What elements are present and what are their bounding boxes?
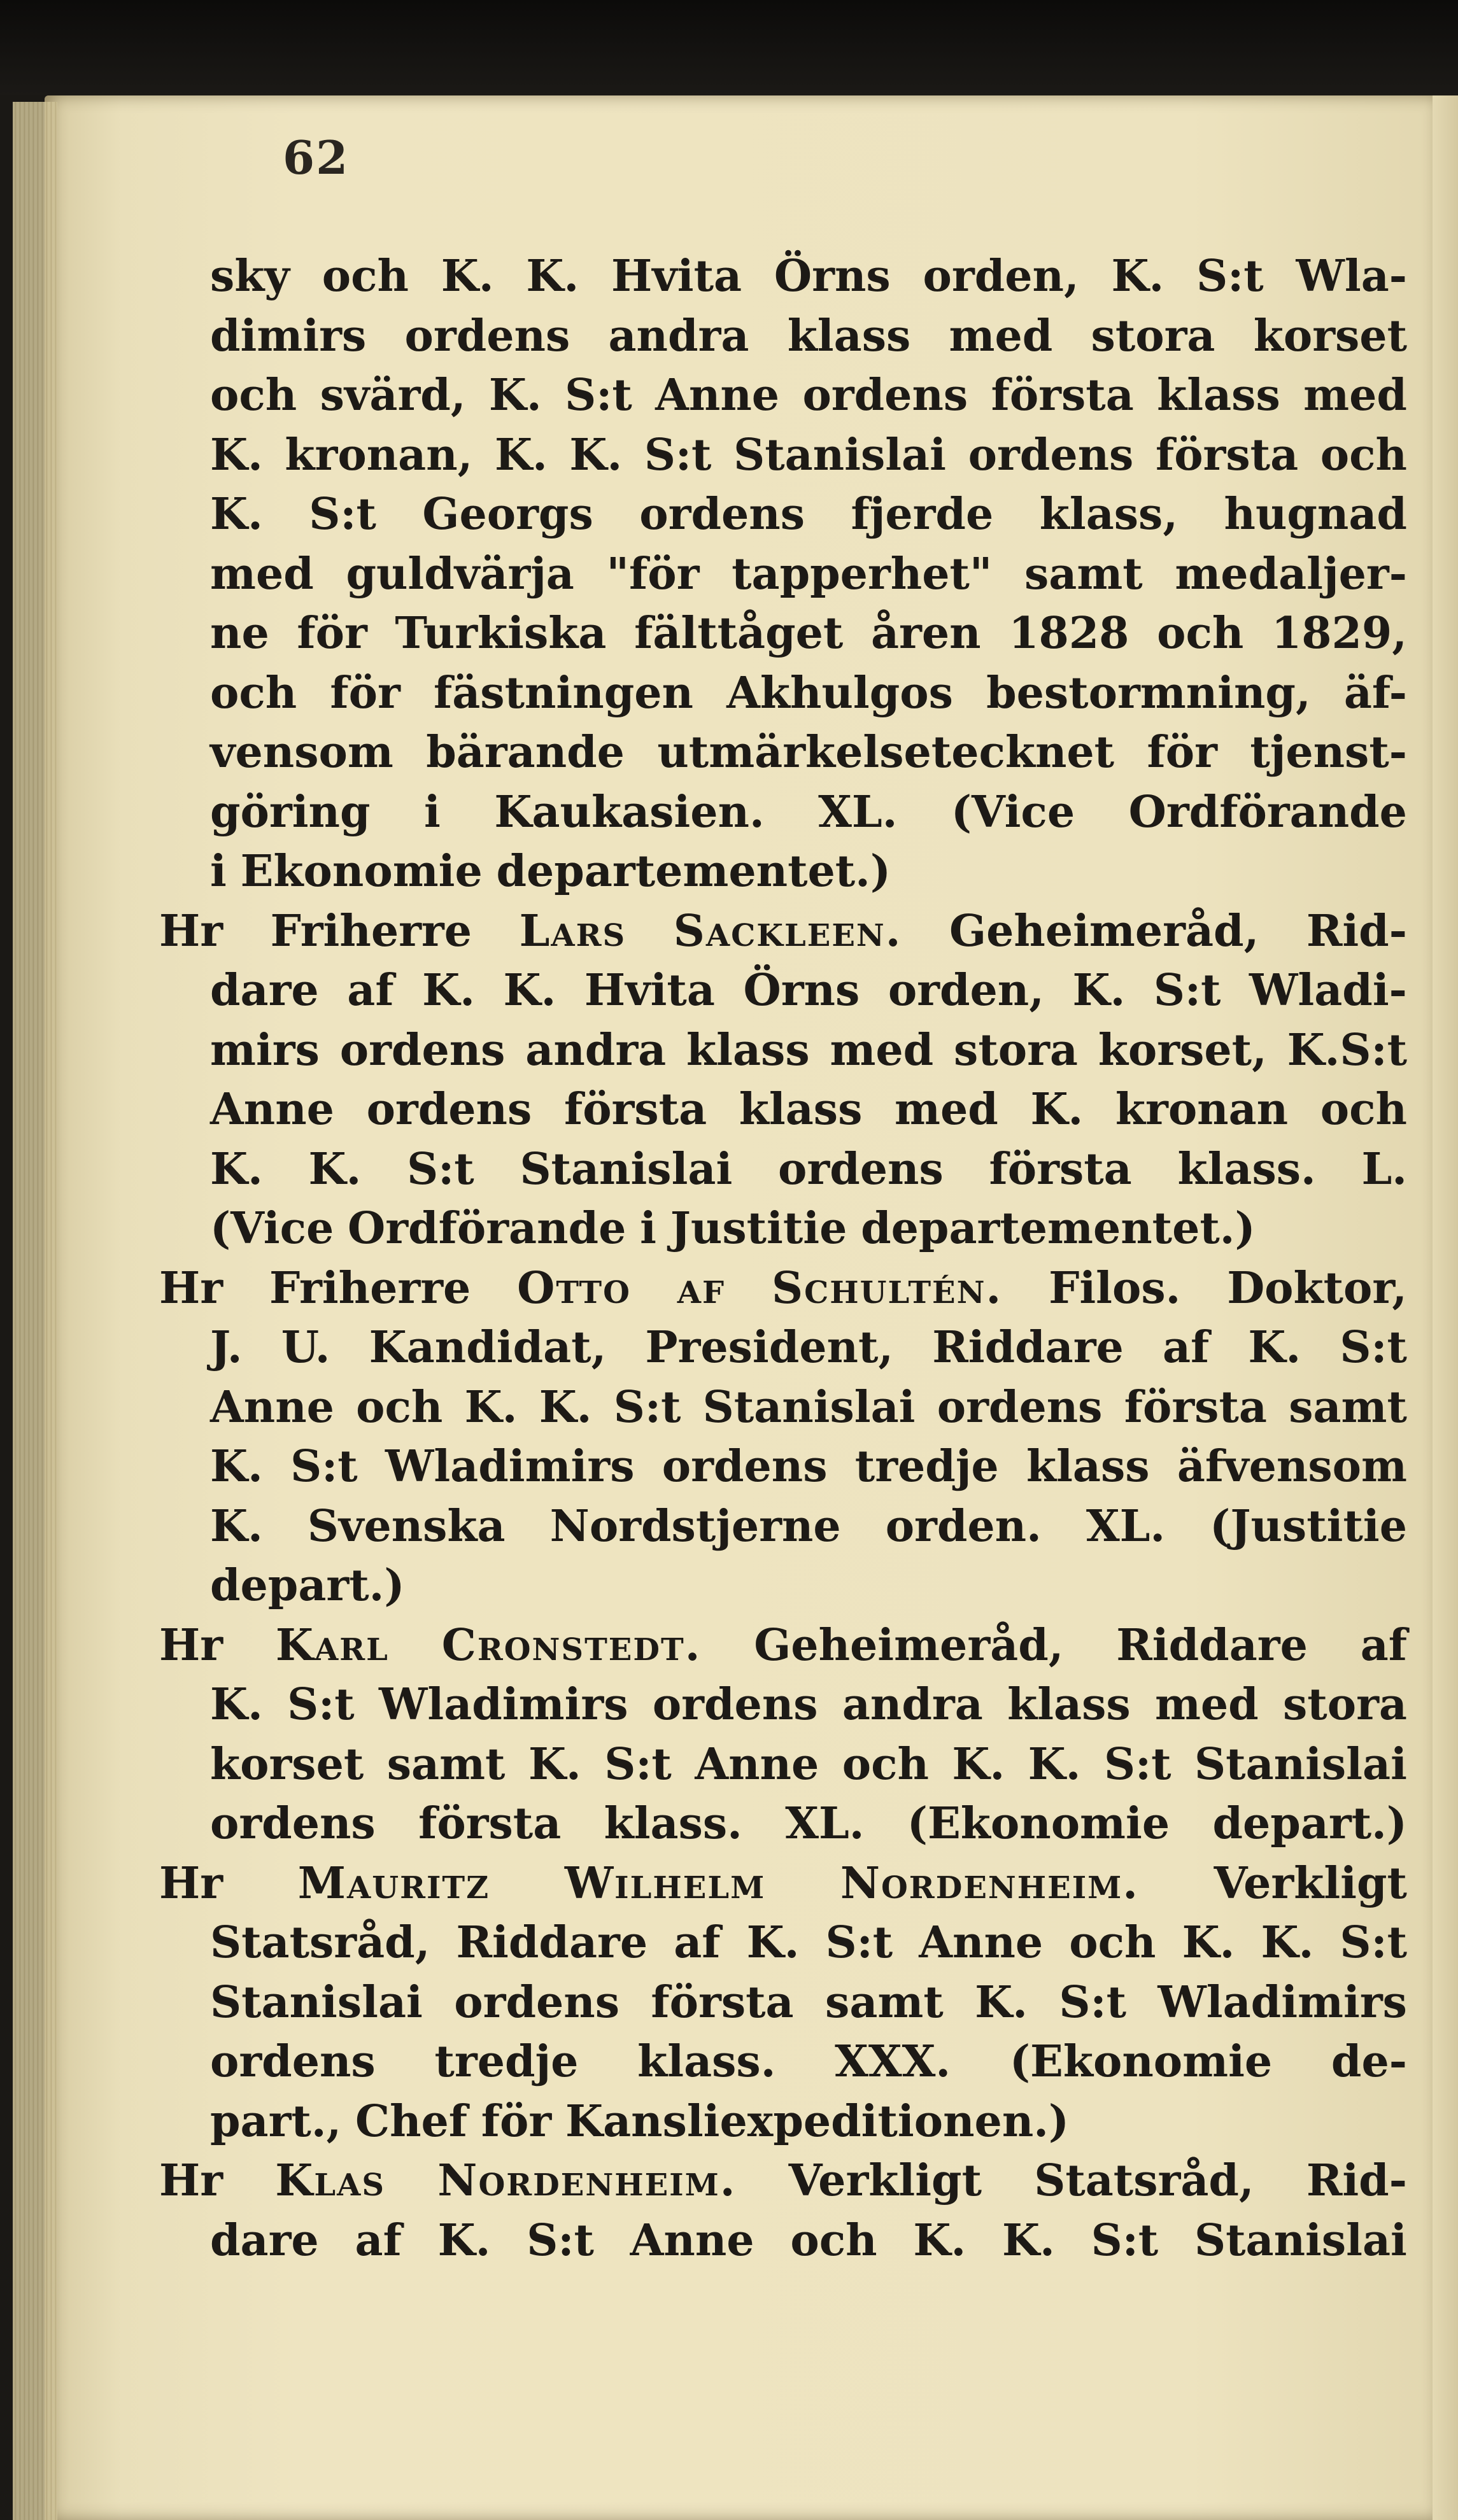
word: af — [1360, 1619, 1407, 1671]
word: S:t — [565, 370, 632, 421]
word: korset, — [1098, 1024, 1267, 1076]
word: Stanislai — [210, 1976, 423, 2028]
text-line — [210, 723, 1407, 783]
word: "för — [606, 548, 700, 600]
word: svärd, — [320, 370, 466, 421]
word: Riddare — [932, 1322, 1124, 1373]
page-number: 62 — [283, 130, 350, 185]
text-line — [210, 604, 1407, 664]
word: fälttåget — [634, 608, 844, 659]
word: i — [424, 786, 441, 838]
word: Filos. — [1049, 1262, 1181, 1314]
word: departementet.) — [861, 1203, 1256, 1254]
word: samt — [1024, 548, 1143, 600]
word: af — [674, 1917, 721, 1968]
word: fästningen — [433, 667, 693, 719]
word: S:t — [1340, 1917, 1407, 1968]
word: Hr — [159, 1857, 223, 1909]
text-line — [210, 2211, 1407, 2271]
word: och — [322, 251, 409, 302]
word: S:t — [309, 489, 376, 540]
word: Wladimirs — [379, 1679, 628, 1730]
word: S:t — [1196, 251, 1264, 302]
text-line — [210, 2092, 1407, 2152]
word: ordens — [366, 1084, 532, 1135]
word: Georgs — [422, 489, 593, 540]
word: andra — [525, 1024, 667, 1076]
word: K.S:t — [1287, 1024, 1407, 1076]
word: Hr — [159, 1619, 223, 1671]
word: part., — [210, 2095, 342, 2147]
word: ordens — [404, 310, 570, 362]
word: K. — [1248, 1322, 1301, 1373]
word: kronan, — [285, 429, 473, 481]
word: Wladimirs — [385, 1441, 635, 1492]
word: S:t — [290, 1441, 358, 1492]
word: K. — [210, 1500, 263, 1552]
word: K. — [422, 965, 475, 1016]
word: Statsråd, — [1034, 2155, 1254, 2206]
word: Ordförande — [348, 1203, 626, 1254]
entry-line — [159, 1854, 1407, 1914]
word: Hr — [159, 1262, 223, 1314]
text-line — [210, 1021, 1407, 1081]
word: orden, — [888, 965, 1044, 1016]
word: af — [347, 965, 394, 1016]
word: K. — [975, 1976, 1028, 2028]
entry-line — [159, 1616, 1407, 1676]
word: ordens — [210, 2036, 376, 2087]
word: Hr — [159, 2155, 223, 2206]
word: klass — [739, 1084, 863, 1135]
word: XL. — [785, 1798, 865, 1849]
word: K. — [913, 2214, 966, 2266]
word: Wla- — [1296, 251, 1407, 302]
word: guldvärja — [346, 548, 574, 600]
word: K. — [210, 489, 263, 540]
word: ordens — [778, 1143, 944, 1195]
word: klass. — [637, 2036, 776, 2087]
word: K. — [746, 1917, 800, 1968]
word: och — [1320, 1084, 1407, 1135]
word: samt — [1289, 1381, 1407, 1433]
word: Stanislai — [520, 1143, 733, 1195]
word: Stanislai — [702, 1381, 916, 1433]
text-line — [210, 783, 1407, 843]
word: första — [991, 370, 1134, 421]
word: i — [210, 846, 227, 897]
text-line — [210, 1556, 1407, 1616]
text-line — [210, 1199, 1407, 1259]
word: korset — [210, 1738, 364, 1790]
word: Anne — [919, 1917, 1044, 1968]
word: för — [481, 2095, 552, 2147]
text-line — [210, 842, 1407, 902]
word: och — [1320, 429, 1407, 481]
word: och — [842, 1738, 929, 1790]
text-line — [210, 1140, 1407, 1200]
word: President, — [645, 1322, 894, 1373]
text-line — [210, 1913, 1407, 1973]
word: Geheimeråd, — [754, 1619, 1064, 1671]
word: XL. — [1086, 1500, 1166, 1552]
word: Anne — [695, 1738, 819, 1790]
word: S:t — [527, 2214, 594, 2266]
word: Akhulgos — [726, 667, 953, 719]
word: S:t — [604, 1738, 672, 1790]
word: ordens — [968, 429, 1134, 481]
word: Schultén. — [771, 1262, 1003, 1314]
word: dimirs — [210, 310, 367, 362]
word: Hvita — [611, 251, 742, 302]
word: Otto — [517, 1262, 631, 1314]
text-line — [210, 1497, 1407, 1557]
word: Stanislai — [1194, 1738, 1407, 1790]
word: mirs — [210, 1024, 320, 1076]
word: Kandidat, — [369, 1322, 607, 1373]
word: K. — [503, 965, 556, 1016]
text-line — [210, 1735, 1407, 1795]
word: stora — [1283, 1679, 1407, 1730]
word: Nordenheim. — [437, 2155, 737, 2206]
word: första — [563, 1084, 707, 1135]
word: Svenska — [307, 1500, 506, 1552]
text-line — [210, 1080, 1407, 1140]
entry-line — [159, 2151, 1407, 2211]
word: K. — [1030, 1084, 1084, 1135]
word: Cronstedt. — [441, 1619, 702, 1671]
text-line — [210, 2032, 1407, 2092]
word: samt — [386, 1738, 506, 1790]
word: Hr — [159, 905, 223, 957]
word: K. — [437, 2214, 491, 2266]
word: Kansliexpeditionen.) — [565, 2095, 1070, 2147]
word: depart.) — [210, 1560, 405, 1611]
word: 1828 — [1009, 608, 1129, 659]
word: Justitie — [670, 1203, 847, 1254]
word: tredje — [854, 1441, 999, 1492]
word: klass — [787, 310, 911, 362]
word: Anne — [655, 370, 780, 421]
text-line — [210, 307, 1407, 367]
word: och — [1157, 608, 1244, 659]
word: K. — [1111, 251, 1164, 302]
text-line — [210, 1794, 1407, 1854]
word: och — [356, 1381, 443, 1433]
word: kronan — [1115, 1084, 1289, 1135]
word: sky — [210, 251, 290, 302]
word: stora — [1091, 310, 1215, 362]
word: med — [1154, 1679, 1259, 1730]
word: K. — [494, 429, 548, 481]
word: (Ekonomie — [907, 1798, 1170, 1849]
word: K. — [464, 1381, 518, 1433]
word: K. — [526, 251, 579, 302]
word: Wladi- — [1249, 965, 1407, 1016]
word: J. — [210, 1322, 243, 1373]
word: första — [651, 1976, 794, 2028]
text-line — [210, 426, 1407, 486]
word: första — [418, 1798, 562, 1849]
word: och — [210, 370, 297, 421]
word: göring — [210, 786, 371, 838]
word: Nordenheim. — [840, 1857, 1139, 1909]
word: K. — [210, 1441, 263, 1492]
word: Friherre — [269, 1262, 471, 1314]
word: bärande — [426, 727, 625, 778]
word: dare — [210, 2214, 319, 2266]
word: Statsråd, — [210, 1917, 430, 1968]
word: och — [790, 2214, 877, 2266]
word: vensom — [210, 727, 393, 778]
word: S:t — [644, 429, 712, 481]
text-line — [210, 1973, 1407, 2033]
word: K. — [210, 1679, 263, 1730]
word: i — [640, 1203, 656, 1254]
word: ordens — [802, 370, 968, 421]
word: Nordstjerne — [549, 1500, 841, 1552]
word: U. — [281, 1322, 330, 1373]
word: bestormning, — [986, 667, 1311, 719]
word: Wilhelm — [564, 1857, 766, 1909]
word: utmärkelsetecknet — [657, 727, 1115, 778]
word: departementet.) — [496, 846, 891, 897]
word: dare — [210, 965, 319, 1016]
word: XXX. — [835, 2036, 951, 2087]
word: Turkiska — [395, 608, 607, 659]
word: Klas — [275, 2155, 386, 2206]
word: K. — [1002, 2214, 1055, 2266]
word: K. — [1182, 1917, 1235, 1968]
word: Anne — [210, 1381, 334, 1433]
word: S:t — [613, 1381, 681, 1433]
word: ordens — [662, 1441, 828, 1492]
word: första — [1155, 429, 1299, 481]
word: för — [330, 667, 400, 719]
entry-line — [159, 1259, 1407, 1319]
word: Verkligt — [1214, 1857, 1407, 1909]
text-line — [210, 485, 1407, 545]
word: (Ekonomie — [1009, 2036, 1273, 2087]
word: äf- — [1343, 667, 1407, 719]
word: K. — [528, 1738, 581, 1790]
word: de- — [1331, 2036, 1407, 2087]
word: för — [297, 608, 367, 659]
word: ordens — [639, 489, 805, 540]
word: 1829, — [1271, 608, 1407, 659]
text-line — [210, 1378, 1407, 1438]
word: K. — [308, 1143, 362, 1195]
word: (Vice — [951, 786, 1075, 838]
text-line — [210, 961, 1407, 1021]
word: ordens — [339, 1024, 506, 1076]
word: för — [1147, 727, 1217, 778]
word: (Justitie — [1210, 1500, 1407, 1552]
word: S:t — [1340, 1322, 1407, 1373]
word: tapperhet" — [732, 548, 993, 600]
word: äfvensom — [1177, 1441, 1407, 1492]
word: Doktor, — [1227, 1262, 1407, 1314]
word: klass — [1157, 370, 1280, 421]
text-line — [210, 247, 1407, 307]
word: af — [677, 1262, 726, 1314]
text-line — [210, 545, 1407, 605]
word: Rid- — [1306, 905, 1407, 957]
word: Sackleen. — [673, 905, 902, 957]
word: K. — [952, 1738, 1005, 1790]
scan-background-top — [0, 0, 1458, 95]
entry-line — [159, 902, 1407, 962]
word: depart.) — [1212, 1798, 1407, 1849]
word: S:t — [407, 1143, 474, 1195]
text-line — [210, 1318, 1407, 1378]
page-right-edge — [1433, 95, 1458, 2520]
body-text — [159, 247, 1407, 2270]
word: L. — [1361, 1143, 1407, 1195]
word: S:t — [287, 1679, 355, 1730]
word: S:t — [1091, 2214, 1159, 2266]
word: K. — [1261, 1917, 1314, 1968]
word: ordens — [652, 1679, 818, 1730]
word: Verkligt — [788, 2155, 982, 2206]
word: Geheimeråd, — [949, 905, 1259, 957]
word: Örns — [774, 251, 891, 302]
word: klass, — [1039, 489, 1178, 540]
word: Ordförande — [1128, 786, 1407, 838]
word: hugnad — [1224, 489, 1407, 540]
word: ordens — [454, 1976, 619, 2028]
word: ordens — [210, 1798, 376, 1849]
word: med — [949, 310, 1053, 362]
word: tredje — [434, 2036, 579, 2087]
word: Karl — [275, 1619, 389, 1671]
word: första — [1124, 1381, 1267, 1433]
word: ordens — [937, 1381, 1103, 1433]
text-line — [210, 664, 1407, 724]
word: K. — [441, 251, 494, 302]
word: första — [989, 1143, 1132, 1195]
word: klass — [686, 1024, 810, 1076]
word: orden. — [885, 1500, 1042, 1552]
word: af — [355, 2214, 402, 2266]
word: tjenst- — [1250, 727, 1407, 778]
word: med — [830, 1024, 934, 1076]
word: Kaukasien. — [494, 786, 765, 838]
word: klass — [1026, 1441, 1150, 1492]
word: S:t — [825, 1917, 893, 1968]
word: med — [895, 1084, 998, 1135]
word: korset — [1253, 310, 1407, 362]
word: K. — [488, 370, 542, 421]
text-line — [210, 366, 1407, 426]
page-edges — [13, 102, 57, 2520]
word: Ekonomie — [240, 846, 483, 897]
word: stora — [954, 1024, 1078, 1076]
word: S:t — [1059, 1976, 1126, 2028]
word: medaljer- — [1175, 548, 1407, 600]
word: XL. — [818, 786, 898, 838]
word: och — [210, 667, 297, 719]
word: K. — [1072, 965, 1126, 1016]
word: Wladimirs — [1157, 1976, 1407, 2028]
word: Mauritz — [297, 1857, 490, 1909]
word: Anne — [210, 1084, 334, 1135]
word: (Vice — [210, 1203, 334, 1254]
word: Stanislai — [733, 429, 946, 481]
word: Anne — [630, 2214, 754, 2266]
word: Chef — [355, 2095, 468, 2147]
word: K. — [210, 429, 263, 481]
word: S:t — [1153, 965, 1221, 1016]
word: S:t — [1103, 1738, 1171, 1790]
word: andra — [842, 1679, 983, 1730]
word: Lars — [519, 905, 626, 957]
word: fjerde — [851, 489, 994, 540]
word: andra — [608, 310, 749, 362]
word: klass. — [604, 1798, 742, 1849]
word: Friherre — [270, 905, 472, 957]
word: orden, — [923, 251, 1079, 302]
word: Riddare — [456, 1917, 648, 1968]
word: K. — [539, 1381, 592, 1433]
word: klass — [1007, 1679, 1131, 1730]
word: Stanislai — [1194, 2214, 1407, 2266]
word: och — [1069, 1917, 1156, 1968]
word: K. — [1028, 1738, 1081, 1790]
word: åren — [870, 608, 981, 659]
text-line — [210, 1437, 1407, 1497]
word: med — [1303, 370, 1407, 421]
word: Örns — [743, 965, 860, 1016]
word: Hvita — [584, 965, 715, 1016]
word: af — [1162, 1322, 1210, 1373]
word: klass. — [1177, 1143, 1316, 1195]
word: Riddare — [1116, 1619, 1308, 1671]
word: K. — [569, 429, 623, 481]
word: med — [210, 548, 314, 600]
word: K. — [210, 1143, 263, 1195]
word: samt — [825, 1976, 944, 2028]
word: Rid- — [1306, 2155, 1407, 2206]
word: ne — [210, 608, 269, 659]
text-line — [210, 1675, 1407, 1735]
